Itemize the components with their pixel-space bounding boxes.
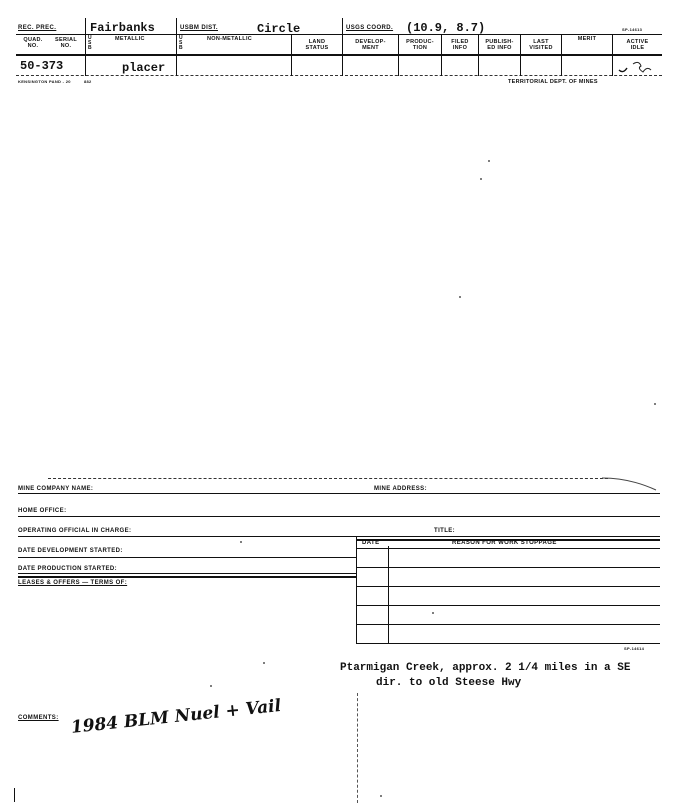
date-production-label: DATE PRODUCTION STARTED: (18, 566, 118, 572)
leases-label: LEASES & OFFERS — TERMS OF: (18, 580, 128, 586)
col-quad-header: QUAD. NO. (23, 37, 43, 49)
stoppage-row-rule (356, 643, 660, 644)
scan-speck (654, 403, 656, 405)
top-footer-left: KENSINGTON PAND - 20 (18, 79, 71, 84)
scan-speck (240, 541, 242, 543)
row-rule (18, 536, 660, 537)
comments-value: 1984 BLM Nuel + Vail (70, 695, 283, 738)
lower-divider (357, 693, 358, 803)
col-development-header: DEVELOP- MENT (355, 39, 386, 51)
col-non-metallic-header: NON-METALLIC (207, 36, 253, 42)
scan-speck (459, 296, 461, 298)
top-footer-left-code: 882 (84, 79, 92, 84)
divider (176, 18, 177, 76)
col-usbm-b: U S B (179, 35, 183, 51)
row-rule (18, 557, 356, 558)
scan-speck (432, 612, 434, 614)
stoppage-row-rule (356, 567, 660, 568)
scan-speck (380, 795, 382, 797)
stoppage-date-divider (388, 546, 389, 644)
stoppage-left-border (356, 536, 357, 644)
title-label: TITLE: (434, 528, 456, 534)
row-rule (18, 573, 356, 574)
operating-official-label: OPERATING OFFICIAL IN CHARGE: (18, 528, 132, 534)
active-check-mark (617, 58, 657, 76)
row-rule (18, 493, 660, 494)
top-rule-2 (16, 54, 662, 56)
date-development-label: DATE DEVELOPMENT STARTED: (18, 548, 123, 554)
metallic-value: placer (122, 61, 166, 75)
divider (85, 18, 86, 76)
row-rule (18, 576, 356, 578)
mine-address-label: MINE ADDRESS: (374, 486, 427, 492)
rec-prec-value: Fairbanks (90, 21, 155, 35)
col-usbm-a: U S B (88, 35, 92, 51)
top-form-code: SP-14613 (622, 27, 643, 32)
stoppage-header-rule (356, 548, 660, 549)
col-published-info-header: PUBLISH- ED INFO (485, 39, 514, 51)
location-line-2: dir. to old Steese Hwy (376, 677, 522, 689)
bottom-form-code: SP-14614 (624, 646, 645, 651)
usgs-coord-label: USGS COORD. (346, 25, 394, 31)
stoppage-row-rule (356, 624, 660, 625)
reason-col-label: REASON FOR WORK STOPPAGE (452, 540, 557, 546)
col-production-header: PRODUC- TION (406, 39, 434, 51)
row-rule (18, 516, 660, 517)
col-serial-header: SERIAL NO. (55, 37, 77, 49)
col-land-status-header: LAND STATUS (305, 39, 329, 51)
usgs-coord-value: (10.9, 8.7) (406, 21, 486, 35)
card-top-edge (48, 478, 608, 479)
location-line-1: Ptarmigan Creek, approx. 2 1/4 miles in a SE (340, 662, 631, 674)
scan-speck (488, 160, 490, 162)
col-metallic-header: METALLIC (115, 36, 145, 42)
quad-serial-value: 50-373 (20, 59, 64, 73)
col-filed-info-header: FILED INFO (451, 39, 469, 51)
mine-company-name-label: MINE COMPANY NAME: (18, 486, 94, 492)
usbm-dist-label: USBM DIST. (180, 25, 219, 31)
stoppage-row-rule (356, 586, 660, 587)
col-active-idle-header: ACTIVE IDLE (626, 39, 649, 51)
usbm-dist-value: Circle (257, 22, 301, 36)
col-last-visited-header: LAST VISITED (529, 39, 553, 51)
scan-speck (263, 662, 265, 664)
top-rule-3 (16, 75, 662, 76)
left-edge-mark (14, 788, 15, 802)
date-col-label: DATE (362, 540, 380, 546)
scan-speck (480, 178, 482, 180)
scan-speck (210, 685, 212, 687)
comments-label: COMMENTS: (18, 715, 59, 721)
rec-prec-label: REC. PREC. (18, 25, 57, 31)
col-merit-header: MERIT (577, 36, 597, 42)
top-footer-right: TERRITORIAL DEPT. OF MINES (508, 79, 598, 85)
home-office-label: HOME OFFICE: (18, 508, 67, 514)
stoppage-row-rule (356, 605, 660, 606)
